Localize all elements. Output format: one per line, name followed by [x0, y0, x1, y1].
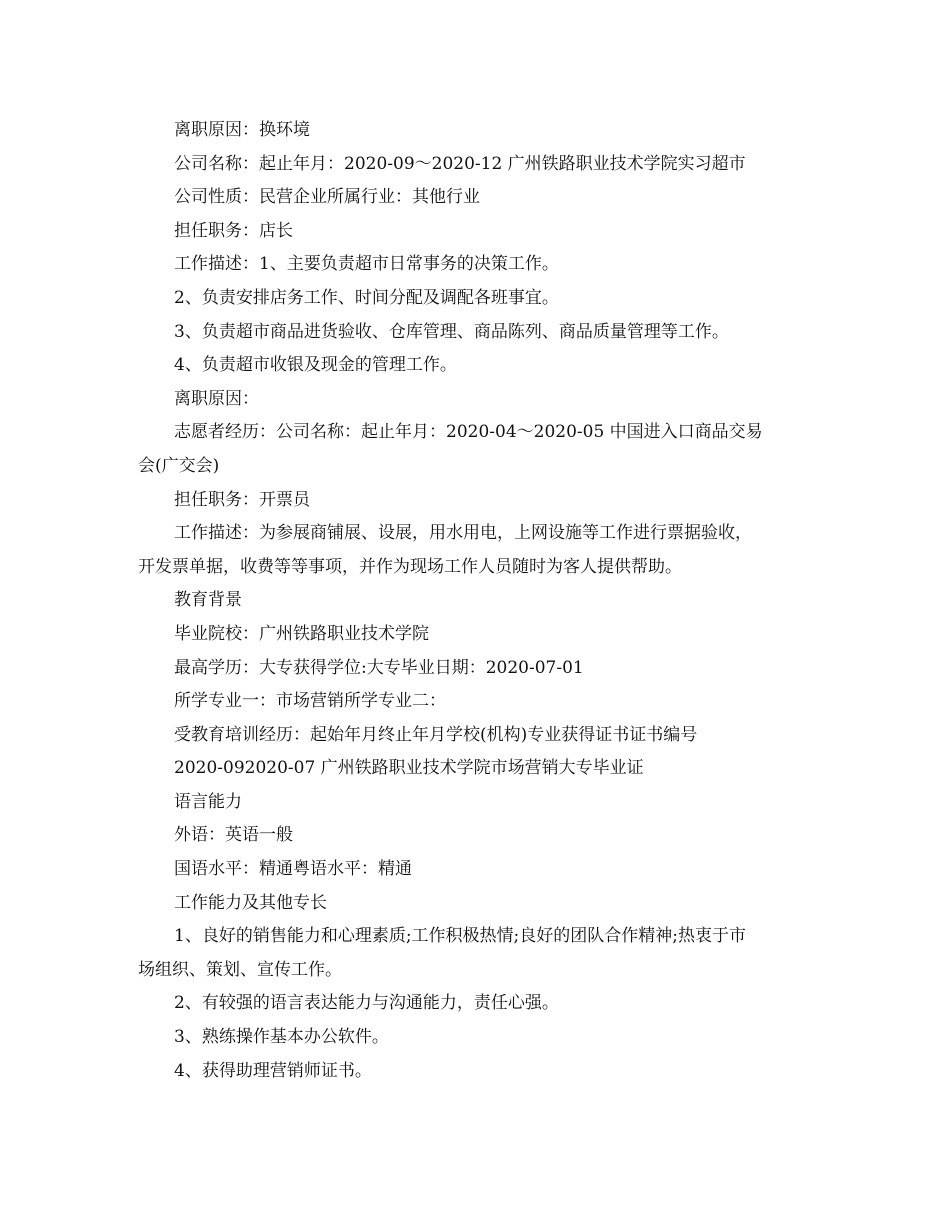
volunteer-experience-line: 志愿者经历：公司名称：起止年月：2020-04～2020-05 中国进入口商品交易 [174, 422, 763, 443]
highest-degree-line: 最高学历：大专获得学位:大专毕业日期：2020-07-01 [174, 657, 584, 678]
training-record-line: 2020-092020-07 广州铁路职业技术学院市场营销大专毕业证 [174, 758, 644, 779]
education-heading: 教育背景 [174, 590, 242, 611]
position-line: 担任职务：店长 [174, 220, 293, 241]
dialect-level-line: 国语水平：精通粤语水平：精通 [174, 859, 412, 880]
resume-text-body [138, 114, 818, 1088]
volunteer-description-continuation: 开发票单据，收费等等事项，并作为现场工作人员随时为客人提供帮助。 [138, 556, 682, 577]
major-line: 所学专业一：市场营销所学专业二： [174, 691, 446, 712]
skill-item-1-continuation: 场组织、策划、宣传工作。 [138, 959, 342, 980]
duty-item-2: 2、负责安排店务工作、时间分配及调配各班事宜。 [174, 287, 559, 308]
skills-heading: 工作能力及其他专长 [174, 892, 327, 913]
job-description-line: 工作描述：1、主要负责超市日常事务的决策工作。 [174, 254, 559, 275]
company-type-line: 公司性质：民营企业所属行业：其他行业 [174, 187, 480, 208]
training-history-line: 受教育培训经历：起始年月终止年月学校(机构)专业获得证书证书编号 [174, 724, 698, 745]
volunteer-position-line: 担任职务：开票员 [174, 489, 310, 510]
duty-item-3: 3、负责超市商品进货验收、仓库管理、商品陈列、商品质量管理等工作。 [174, 321, 729, 342]
volunteer-experience-continuation: 会(广交会) [138, 455, 220, 476]
skill-item-2: 2、有较强的语言表达能力与沟通能力，责任心强。 [174, 993, 559, 1014]
foreign-language-line: 外语：英语一般 [174, 825, 293, 846]
language-heading: 语言能力 [174, 791, 242, 812]
leave-reason-empty-line: 离职原因： [174, 388, 259, 409]
skill-item-1: 1、良好的销售能力和心理素质;工作积极热情;良好的团队合作精神;热衷于市 [174, 926, 746, 947]
volunteer-description-line: 工作描述：为参展商铺展、设展，用水用电，上网设施等工作进行票据验收， [174, 523, 752, 544]
duty-item-4: 4、负责超市收银及现金的管理工作。 [174, 355, 457, 376]
graduate-school-line: 毕业院校：广州铁路职业技术学院 [174, 623, 429, 644]
leave-reason-line: 离职原因：换环境 [174, 120, 310, 140]
company-name-line: 公司名称：起止年月：2020-09～2020-12 广州铁路职业技术学院实习超市 [174, 153, 746, 174]
skill-item-4: 4、获得助理营销师证书。 [174, 1060, 372, 1081]
skill-item-3: 3、熟练操作基本办公软件。 [174, 1027, 389, 1048]
